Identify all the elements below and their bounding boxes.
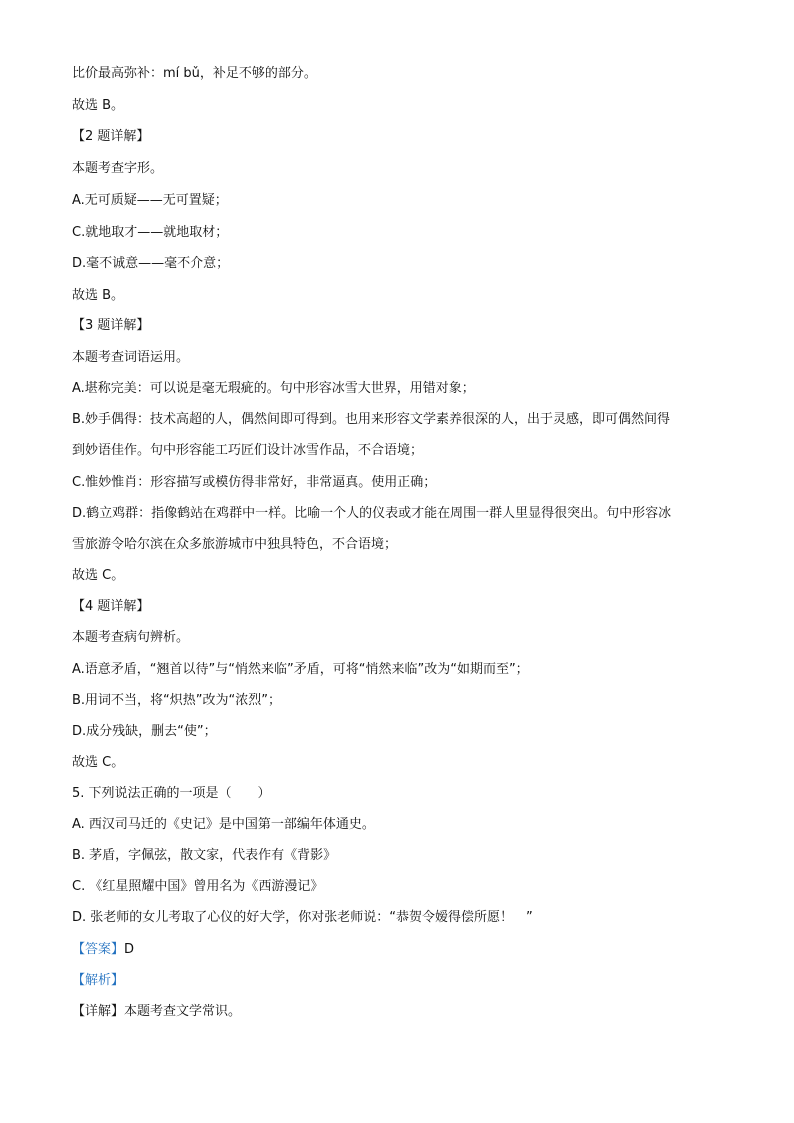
detail-text: 本题考查文学常识。: [124, 1004, 242, 1019]
section-heading: 【4 题详解】: [72, 599, 150, 614]
text-line: A.堪称完美：可以说是毫无瑕疵的。句中形容冰雪大世界，用错对象；: [72, 381, 475, 396]
text-line: D.毫不诚意——毫不介意；: [72, 256, 230, 271]
detail-line: [72, 1002, 734, 1022]
text-line: 故选 B。: [72, 288, 125, 303]
answer-line: [72, 940, 734, 960]
analysis-tag: 【解析】: [72, 973, 125, 988]
option-a: A. 西汉司马迁的《史记》是中国第一部编年体通史。: [72, 817, 375, 832]
option-c: C. 《红星照耀中国》曾用名为《西游漫记》: [72, 879, 324, 894]
section-heading: 【2 题详解】: [72, 129, 150, 144]
text-line: 故选 C。: [72, 755, 125, 770]
section-heading: 【3 题详解】: [72, 318, 150, 333]
text-line: A.语意矛盾，“翘首以待”与“悄然来临”矛盾，可将“悄然来临”改为“如期而至”；: [72, 662, 529, 677]
text-line: C.惟妙惟肖：形容描写或模仿得非常好，非常逼真。使用正确；: [72, 475, 437, 490]
text-line: 故选 C。: [72, 568, 125, 583]
question-stem: 5. 下列说法正确的一项是（ ）: [72, 786, 271, 801]
text-line: C.就地取才——就地取材；: [72, 225, 229, 240]
analysis-line: [72, 971, 734, 991]
text-line: 本题考查病句辨析。: [72, 630, 190, 645]
text-line: 故选 B。: [72, 98, 125, 113]
answer-value: D: [124, 942, 135, 957]
text-line: 比价最高弥补：mí bǔ，补足不够的部分。: [72, 66, 317, 81]
text-line: D.鹤立鸡群：指像鹤站在鸡群中一样。比喻一个人的仪表或才能在周围一群人里显得很突出。句中形容冰: [72, 506, 672, 521]
text-line: A.无可质疑——无可置疑；: [72, 193, 228, 208]
text-line: 本题考查词语运用。: [72, 350, 190, 365]
detail-tag: 【详解】: [72, 1004, 125, 1019]
text-line: B.用词不当，将“炽热”改为“浓烈”；: [72, 693, 281, 708]
option-b: B. 茅盾，字佩弦，散文家，代表作有《背影》: [72, 848, 337, 863]
text-line: 本题考查字形。: [72, 161, 164, 176]
text-line: 雪旅游令哈尔滨在众多旅游城市中独具特色，不合语境；: [72, 537, 398, 552]
answer-tag: 【答案】: [72, 942, 125, 957]
option-d: D. 张老师的女儿考取了心仪的好大学，你对张老师说：“恭贺令嫒得偿所愿！ ”: [72, 910, 533, 925]
text-line: D.成分残缺，删去“使”；: [72, 724, 217, 739]
text-line: B.妙手偶得：技术高超的人，偶然间即可得到。也用来形容文学素养很深的人，出于灵感，即可偶然间得: [72, 412, 671, 427]
text-line: 到妙语佳作。句中形容能工巧匠们设计冰雪作品，不合语境；: [72, 443, 424, 458]
